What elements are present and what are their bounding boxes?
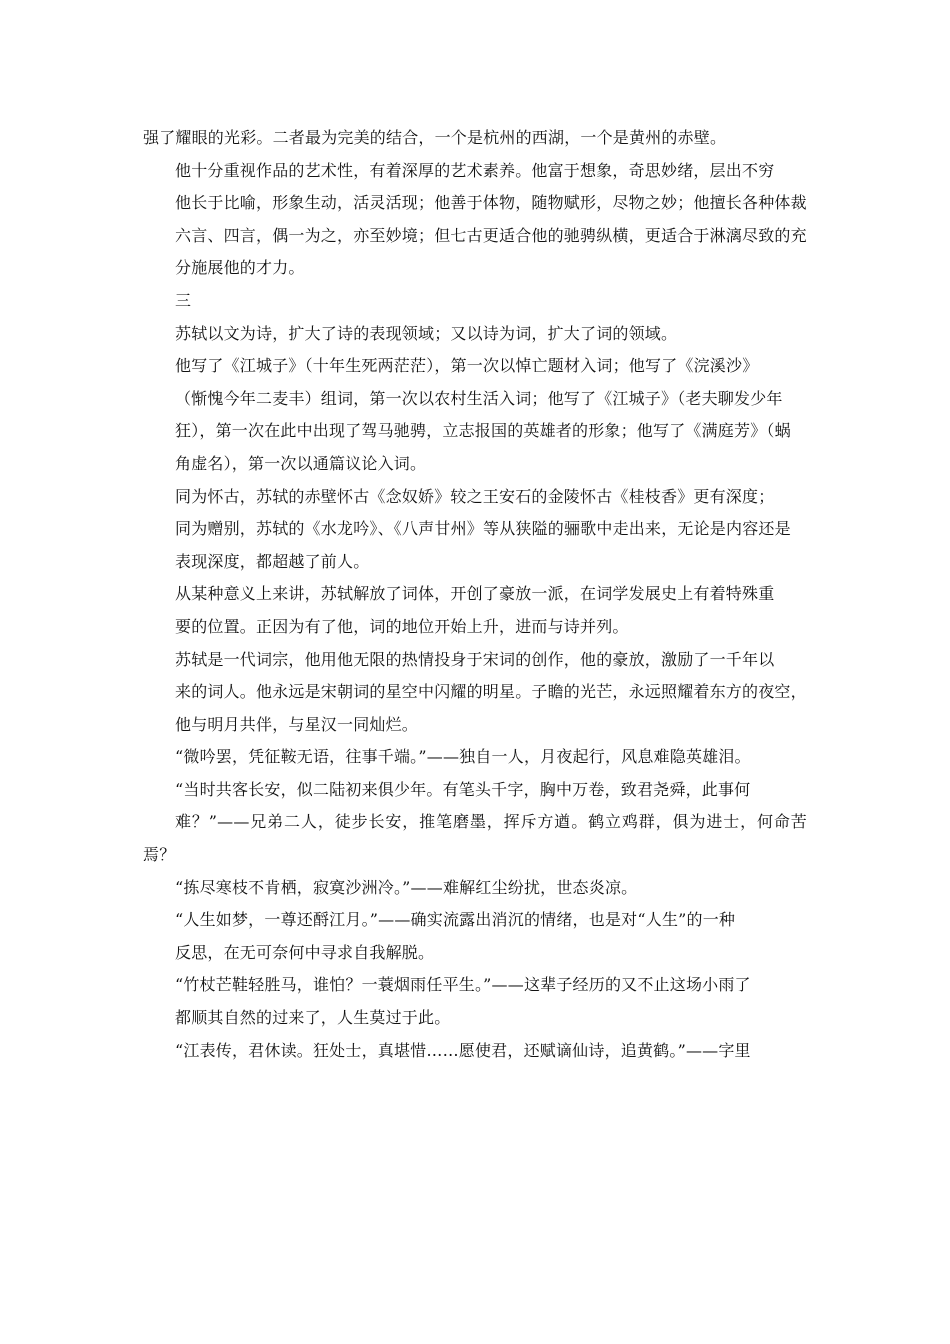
document-body: [143, 122, 807, 1067]
paragraph: [143, 578, 807, 643]
quote-paragraph: [143, 1035, 807, 1068]
text-line: 从某种意义上来讲，苏轼解放了词体，开创了豪放一派，在词学发展史上有着特殊重: [175, 584, 775, 604]
text-line: “微吟罢，凭征鞍无语，往事千端。”——独自一人，月夜起行，风息难隐英雄泪。: [175, 747, 751, 767]
text-line: 狂），第一次在此中出现了驾马驰骋，立志报国的英雄者的形象；他写了《满庭芳》（蜗: [175, 421, 791, 441]
text-line: 都顺其自然的过来了，人生莫过于此。: [175, 1008, 451, 1028]
text-line: 六言、四言，偶一为之，亦至妙境；但七古更适合他的驰骋纵横，更适合于淋漓尽致的充: [175, 225, 807, 245]
text-line: 反思，在无可奈何中寻求自我解脱。: [175, 942, 435, 962]
quote-paragraph: [143, 904, 807, 969]
text-line: 要的位置。正因为有了他，词的地位开始上升，进而与诗并列。: [175, 616, 629, 636]
text-line: （惭愧今年二麦丰）组词，第一次以农村生活入词；他写了《江城子》（老夫聊发少年: [175, 388, 783, 408]
text-line: 他与明月共伴，与星汉一同灿烂。: [175, 714, 419, 734]
text-line: 同为怀古，苏轼的赤壁怀古《念奴娇》较之王安石的金陵怀古《桂枝香》更有深度；: [175, 486, 775, 506]
text-line: 苏轼以文为诗，扩大了诗的表现领域；又以诗为词，扩大了词的领域。: [175, 323, 678, 343]
section-number: [143, 285, 807, 318]
text-line: 表现深度，都超越了前人。: [175, 551, 370, 571]
text-line: “人生如梦，一尊还酹江月。”——确实流露出消沉的情绪，也是对“人生”的一种: [175, 910, 736, 930]
text-line: 苏轼是一代词宗，他用他无限的热情投身于宋词的创作，他的豪放，激励了一千年以: [175, 649, 775, 669]
paragraph: [143, 122, 807, 155]
text-line: 三: [175, 290, 192, 310]
text-line: 同为赠别，苏轼的《水龙吟》、《八声甘州》等从狭隘的骊歌中走出来，无论是内容还是: [175, 519, 791, 539]
text-line: 角虚名），第一次以通篇议论入词。: [175, 453, 427, 473]
quote-paragraph: [143, 969, 807, 1034]
paragraph: [143, 350, 807, 480]
text-line: 他长于比喻，形象生动，活灵活现；他善于体物，随物赋形，尽物之妙；他擅长各种体裁: [175, 193, 807, 213]
paragraph: [143, 644, 807, 742]
paragraph: [143, 481, 807, 579]
paragraph: [143, 155, 807, 285]
text-line: 分施展他的才力。: [175, 258, 305, 278]
text-line: 强了耀眼的光彩。二者最为完美的结合，一个是杭州的西湖，一个是黄州的赤壁。: [143, 128, 727, 147]
quote-paragraph: [143, 774, 807, 872]
text-line: 难？”——兄弟二人，徒步长安，推笔磨墨，挥斥方遒。鹤立鸡群，俱为进士，何命苦焉？: [143, 812, 807, 865]
text-line: “竹杖芒鞋轻胜马，谁怕？一蓑烟雨任平生。”——这辈子经历的又不止这场小雨了: [175, 975, 751, 995]
text-line: 来的词人。他永远是宋朝词的星空中闪耀的明星。子瞻的光芒，永远照耀着东方的夜空，: [175, 682, 807, 702]
paragraph: [143, 318, 807, 351]
text-line: 他十分重视作品的艺术性，有着深厚的艺术素养。他富于想象，奇思妙绪，层出不穷: [175, 160, 775, 180]
text-line: 他写了《江城子》（十年生死两茫茫），第一次以悼亡题材入词；他写了《浣溪沙》: [175, 356, 759, 376]
text-line: “拣尽寒枝不肯栖，寂寞沙洲冷。”——难解红尘纷扰，世态炎凉。: [175, 877, 638, 897]
quote-paragraph: [143, 872, 807, 905]
text-line: “江表传，君休读。狂处士，真堪惜……愿使君，还赋谪仙诗，追黄鹤。”——字里: [175, 1040, 751, 1060]
quote-paragraph: [143, 741, 807, 774]
text-line: “当时共客长安，似二陆初来俱少年。有笔头千字，胸中万卷，致君尧舜，此事何: [175, 779, 751, 799]
